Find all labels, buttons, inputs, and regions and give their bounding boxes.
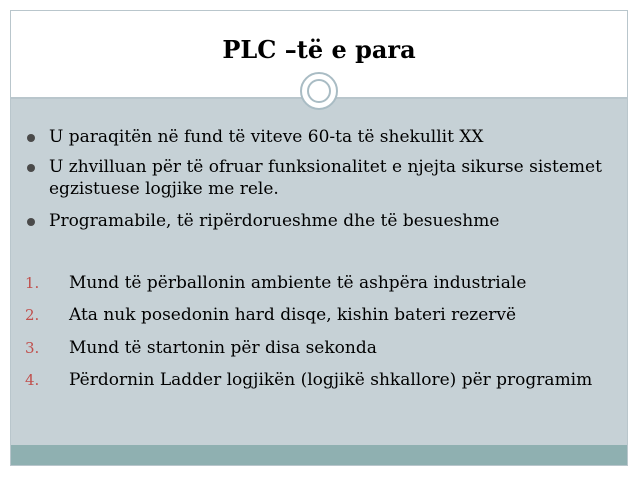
bullet-dot-icon	[27, 134, 35, 142]
numbered-item	[25, 369, 605, 391]
circle-ornament-icon	[300, 72, 338, 110]
bullet-item	[25, 156, 605, 200]
bullet-text: U paraqitën në fund të viteve 60-ta të shekullit XX	[49, 127, 484, 147]
item-number: 2.	[25, 306, 40, 324]
numbered-item	[25, 272, 605, 294]
numbered-item	[25, 304, 605, 326]
bullet-item	[25, 210, 605, 232]
footer-bar	[11, 445, 627, 465]
item-text: Ata nuk posedonin hard disqe, kishin bateri rezervë	[69, 305, 517, 325]
slide	[10, 10, 628, 466]
circle-ornament-inner	[307, 79, 331, 103]
content-area	[11, 99, 627, 445]
item-text: Përdornin Ladder logjikën (logjikë shkallore) për programim	[69, 370, 593, 390]
bullet-item	[25, 126, 605, 148]
item-text: Mund të përballonin ambiente të ashpëra industriale	[69, 273, 527, 293]
bullet-dot-icon	[27, 218, 35, 226]
item-text: Mund të startonin për disa sekonda	[69, 338, 377, 358]
item-number: 4.	[25, 371, 40, 389]
bullet-text: U zhvilluan për të ofruar funksionalitet e njejta sikurse sistemet egzistuese logjike me rele.	[49, 157, 602, 199]
slide-title: PLC –të e para	[222, 35, 416, 64]
item-number: 1.	[25, 274, 40, 292]
bullet-dot-icon	[27, 164, 35, 172]
bullet-text: Programabile, të ripërdorueshme dhe të besueshme	[49, 211, 500, 231]
item-number: 3.	[25, 339, 40, 357]
numbered-item	[25, 337, 605, 359]
